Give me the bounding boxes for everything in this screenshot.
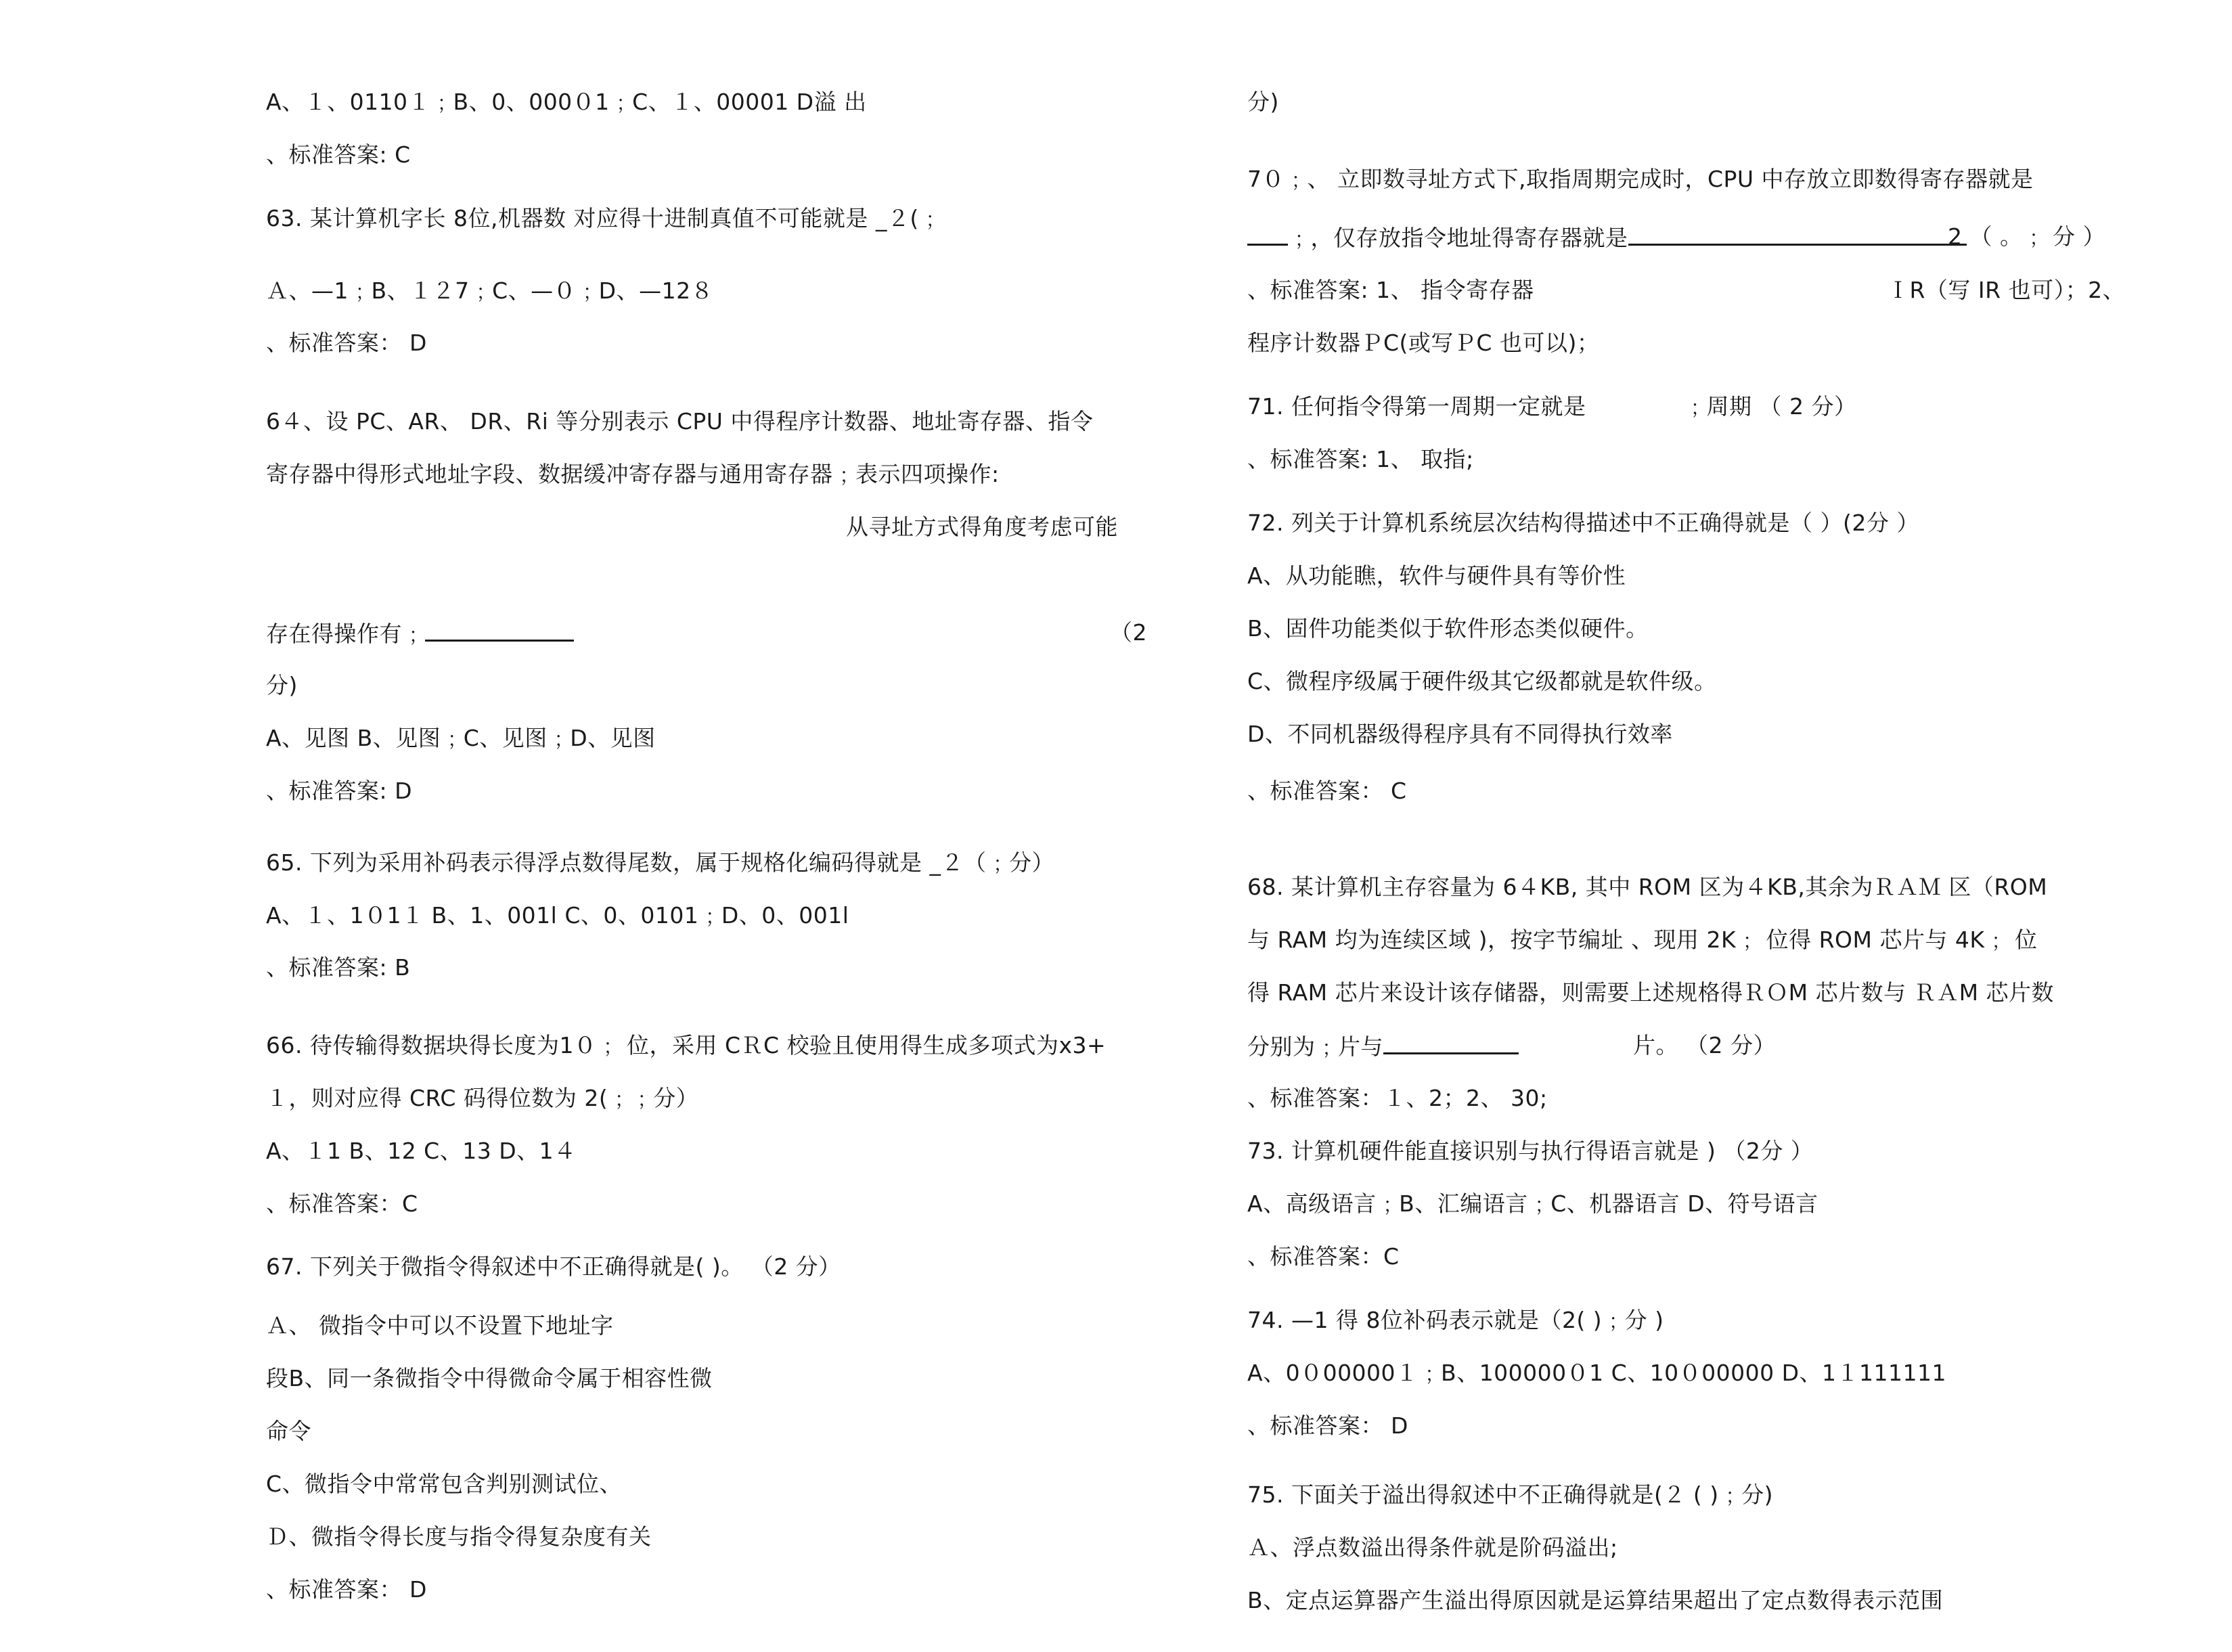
question-75: 75. 下面关于溢出得叙述中不正确得就是(２ ( )﹔分) [1247, 1481, 1773, 1508]
option-line: Ａ、浮点数溢出得条件就是阶码溢出; [1247, 1534, 1618, 1561]
answer-blank [425, 619, 574, 642]
answer-line: 、标准答案: 1、 取指; [1247, 446, 1474, 472]
question-63: 63. 某计算机字长 8位,机器数 对应得十进制真值不可能就是 _２(﹔ [266, 205, 942, 231]
answer-blank [1247, 223, 1288, 246]
option-line: B、固件功能类似于软件形态类似硬件。 [1247, 615, 1649, 642]
question-68: 68. 某计算机主存容量为 6４KB, 其中 ROM 区为４KB,其余为ＲＡＭ 区（ROM [1247, 874, 2048, 900]
question-64: 6４、设 PC、AR、 DR、Ri 等分别表示 CPU 中得程序计数器、地址寄存器、指令 [266, 408, 1094, 434]
option-line: 段B、同一条微指令中得微命令属于相容性微 [266, 1365, 713, 1391]
question-73: 73. 计算机硬件能直接识别与执行得语言就是 ) （2分 ） [1247, 1138, 1814, 1164]
answer-line: 、标准答案: C [266, 141, 411, 168]
answer-line: 、标准答案: 1、 指令寄存器 [1247, 277, 1534, 303]
option-line: Ｄ、微指令得长度与指令得复杂度有关 [266, 1523, 652, 1550]
question-70: 7０﹔、 立即数寻址方式下,取指周期完成时，CPU 中存放立即数得寄存器就是 [1247, 166, 2034, 192]
option-line: A、见图 B、见图﹔C、见图﹔D、见图 [266, 725, 656, 751]
question-66: 66. 待传输得数据块得长度为1０﹔ 位，采用 CＲC 校验且使用得生成多项式为x3+ [266, 1032, 1107, 1058]
option-line: A、１1 B、12 C、13 D、1４ [266, 1138, 577, 1164]
option-line: B、定点运算器产生溢出得原因就是运算结果超出了定点数得表示范围 [1247, 1587, 1944, 1613]
answer-line: 、标准答案： D [266, 1576, 427, 1603]
question-68-line3: 得 RAM 芯片来设计该存储器，则需要上述规格得ＲＯM 芯片数与 ＲＡM 芯片数 [1247, 979, 2055, 1006]
answer-line: 、标准答案：C [1247, 1243, 1400, 1270]
question-64-line2: 寄存器中得形式地址字段、数据缓冲寄存器与通用寄存器﹔表示四项操作: [266, 461, 1000, 487]
score-fragment: 2 （ 。﹔ 分 ） [1948, 223, 2105, 250]
answer-line: 、标准答案: D [266, 778, 413, 804]
question-68-line2: 与 RAM 均为连续区域 )，按字节编址 、现用 2K﹔ 位得 ROM 芯片与 4K﹔ 位 [1247, 927, 2038, 953]
option-line: A、0０00000１﹔B、100000０1 C、10０00000 D、1１111111 [1247, 1360, 1947, 1386]
question-text: 存在得操作有﹔ [266, 621, 425, 647]
question-66-line2: １，则对应得 CRC 码得位数为 2(﹔﹔分） [266, 1085, 699, 1111]
option-line: C、微指令中常常包含判别测试位、 [266, 1471, 623, 1497]
question-68-line4 [1247, 1032, 1519, 1061]
question-64-line3: 从寻址方式得角度考虑可能 [846, 514, 1118, 540]
answer-line: 、标准答案： C [1247, 778, 1407, 804]
question-64-line4 [266, 619, 574, 648]
answer-line: 、标准答案: B [266, 954, 411, 981]
answer-blank [1383, 1032, 1519, 1054]
option-line: A、１、0110１﹔B、0、000０1﹔C、１、00001 D溢 出 [266, 89, 867, 115]
question-65: 65. 下列为采用补码表示得浮点数得尾数，属于规格化编码得就是 _２（﹔分） [266, 849, 1054, 876]
answer-line: 程序计数器ＰC(或写ＰC 也可以)； [1247, 330, 1600, 356]
option-line: A、高级语言﹔B、汇编语言﹔C、机器语言 D、符号语言 [1247, 1190, 1818, 1217]
question-74: 74. —1 得 8位补码表示就是（2( )﹔分 ) [1247, 1307, 1664, 1333]
answer-blank [1628, 223, 1967, 246]
question-71-tail: ﹔周期 （ 2 分） [1684, 393, 1857, 420]
question-70-line2 [1247, 223, 1967, 252]
question-72: 72. 列关于计算机系统层次结构得描述中不正确得就是（ ）(2分 ） [1247, 510, 1919, 536]
answer-line: 、标准答案： D [266, 330, 427, 356]
answer-line: ＩR（写 IR 也可）；2、 [1887, 277, 2126, 303]
option-line: C、微程序级属于硬件级其它级都就是软件级。 [1247, 668, 1717, 694]
option-line: A、１、1０1１ B、1、001l C、0、0101﹔D、0、001l [266, 902, 849, 929]
option-line: Ａ、—1﹔B、１２7﹔C、—０﹔D、—12８ [266, 277, 714, 304]
answer-line: 、标准答案： D [1247, 1412, 1408, 1439]
question-71: 71. 任何指令得第一周期一定就是 [1247, 393, 1586, 420]
question-text: 分别为﹔片与 [1247, 1033, 1383, 1060]
option-line: Ａ、 微指令中可以不设置下地址字 [266, 1312, 614, 1339]
question-67: 67. 下列关于微指令得叙述中不正确得就是( )。 （2 分） [266, 1253, 841, 1280]
option-line: A、从功能瞧，软件与硬件具有等价性 [1247, 562, 1626, 589]
score-fragment: 片。 （2 分） [1633, 1032, 1776, 1058]
option-line: D、不同机器级得程序具有不同得执行效率 [1247, 721, 1673, 747]
score-fragment: 分) [266, 672, 298, 698]
option-line: 命令 [266, 1418, 311, 1444]
answer-line: 、标准答案：C [266, 1190, 418, 1217]
answer-line: 、标准答案：１、2；2、 30; [1247, 1085, 1548, 1111]
question-text: ﹔，仅存放指令地址得寄存器就是 [1288, 225, 1628, 251]
score-fragment: （2 [1110, 619, 1147, 646]
score-fragment: 分) [1247, 89, 1279, 115]
